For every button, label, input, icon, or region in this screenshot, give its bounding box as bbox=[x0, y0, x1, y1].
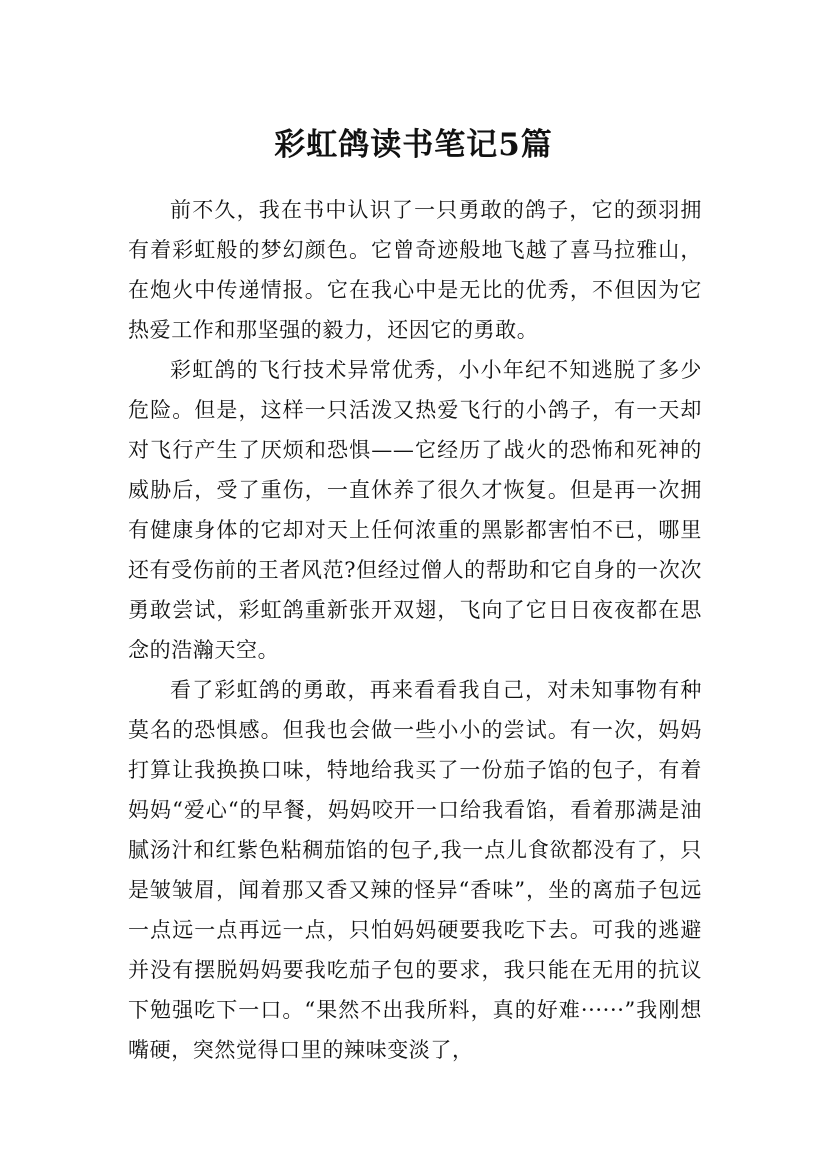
paragraph-2: 彩虹鸽的飞行技术异常优秀，小小年纪不知逃脱了多少危险。但是，这样一只活泼又热爱飞行的小鸽子，有一天却对飞行产生了厌烦和恐惧——它经历了战火的恐怖和死神的威胁后，受了重伤，一直休养了很久才恢复。但是再一次拥有健康身体的它却对天上任何浓重的黑影都害怕不已，哪里还有受伤前的王者风范?但经过僧人的帮助和它自身的一次次勇敢尝试，彩虹鸽重新张开双翅，飞向了它日日夜夜都在思念的浩瀚天空。 bbox=[128, 358, 702, 662]
document-title: 彩虹鸽读书笔记5篇 bbox=[274, 126, 553, 163]
paragraph-3: 看了彩虹鸽的勇敢，再来看看我自己，对未知事物有种莫名的恐惧感。但我也会做一些小小的尝试。有一次，妈妈打算让我换换口味，特地给我买了一份茄子馅的包子，有着妈妈“爱心“的早餐，妈妈咬开一口给我看馅，看着那满是油腻汤汁和红紫色粘稠茄馅的包子,我一点儿食欲都没有了，只是皱皱眉，闻着那又香又辣的怪异“香味”，坐的离茄子包远一点远一点再远一点，只怕妈妈硬要我吃下去。可我的逃避并没有摆脱妈妈要我吃茄子包的要求，我只能在无用的抗议下勉强吃下一口。“果然不出我所料，真的好难······”我刚想嘴硬，突然觉得口里的辣味变淡了， bbox=[128, 678, 702, 1062]
paragraph-1: 前不久，我在书中认识了一只勇敢的鸽子，它的颈羽拥有着彩虹般的梦幻颜色。它曾奇迹般地飞越了喜马拉雅山，在炮火中传递情报。它在我心中是无比的优秀，不但因为它热爱工作和那坚强的毅力，还因它的勇敢。 bbox=[128, 198, 702, 342]
document-body bbox=[128, 190, 702, 1070]
